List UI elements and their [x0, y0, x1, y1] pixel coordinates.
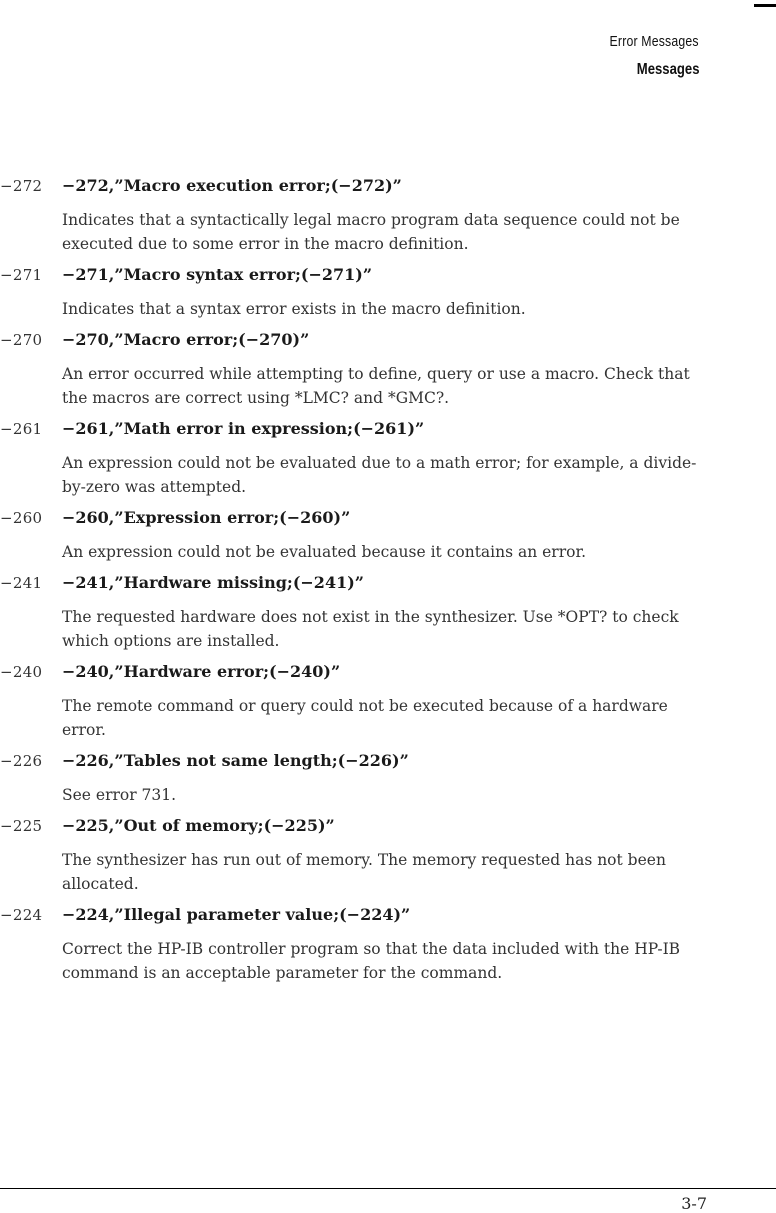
error-description: The synthesizer has run out of memory. The memory requested has not been allocated.: [62, 851, 666, 893]
error-code: −261: [0, 420, 43, 438]
running-header-title: Messages: [636, 61, 699, 78]
error-entry: [0, 571, 776, 653]
error-title: −260,”Expression error;(−260)”: [62, 508, 351, 527]
error-code: −271: [0, 266, 43, 284]
error-title: −261,”Math error in expression;(−261)”: [62, 419, 425, 438]
error-title: −226,”Tables not same length;(−226)”: [62, 751, 409, 770]
error-entry: [0, 417, 776, 499]
error-title: −272,”Macro execution error;(−272)”: [62, 176, 402, 195]
page-corner-mark: [754, 4, 776, 7]
error-entry: [0, 660, 776, 742]
error-entry: [0, 903, 776, 985]
error-title: −271,”Macro syntax error;(−271)”: [62, 265, 373, 284]
running-header-section: Error Messages: [609, 33, 699, 50]
error-entry: [0, 174, 776, 256]
error-entry: [0, 328, 776, 410]
error-title: −241,”Hardware missing;(−241)”: [62, 573, 364, 592]
error-title: −270,”Macro error;(−270)”: [62, 330, 310, 349]
error-code: −240: [0, 663, 43, 681]
error-message-list: [0, 174, 776, 992]
page-number: 3-7: [681, 1194, 707, 1213]
error-description: Correct the HP-IB controller program so that the data included with the HP-IB command is an acceptable parameter for the command.: [62, 940, 681, 982]
error-description: Indicates that a syntactically legal macro program data sequence could not be executed due to some error in the macro definition.: [62, 211, 680, 253]
error-description: Indicates that a syntax error exists in the macro definition.: [62, 300, 526, 318]
error-entry: [0, 814, 776, 896]
error-code: −260: [0, 509, 43, 527]
error-description: An expression could not be evaluated due to a math error; for example, a divide-by-zero was attempted.: [62, 454, 697, 496]
error-code: −224: [0, 906, 43, 924]
error-code: −226: [0, 752, 43, 770]
error-description: See error 731.: [62, 786, 177, 804]
error-entry: [0, 506, 776, 564]
error-title: −240,”Hardware error;(−240)”: [62, 662, 341, 681]
error-code: −225: [0, 817, 43, 835]
error-description: An expression could not be evaluated because it contains an error.: [62, 543, 587, 561]
error-description: The requested hardware does not exist in the synthesizer. Use *OPT? to check which options are installed.: [62, 608, 679, 650]
error-entry: [0, 749, 776, 807]
error-code: −272: [0, 177, 43, 195]
error-description: The remote command or query could not be executed because of a hardware error.: [62, 697, 668, 739]
footer-rule: [0, 1188, 776, 1189]
error-code: −270: [0, 331, 43, 349]
error-title: −225,”Out of memory;(−225)”: [62, 816, 335, 835]
error-code: −241: [0, 574, 43, 592]
error-entry: [0, 263, 776, 321]
error-title: −224,”Illegal parameter value;(−224)”: [62, 905, 411, 924]
error-description: An error occurred while attempting to define, query or use a macro. Check that the macros are correct using *LMC? and *GMC?.: [62, 365, 690, 407]
